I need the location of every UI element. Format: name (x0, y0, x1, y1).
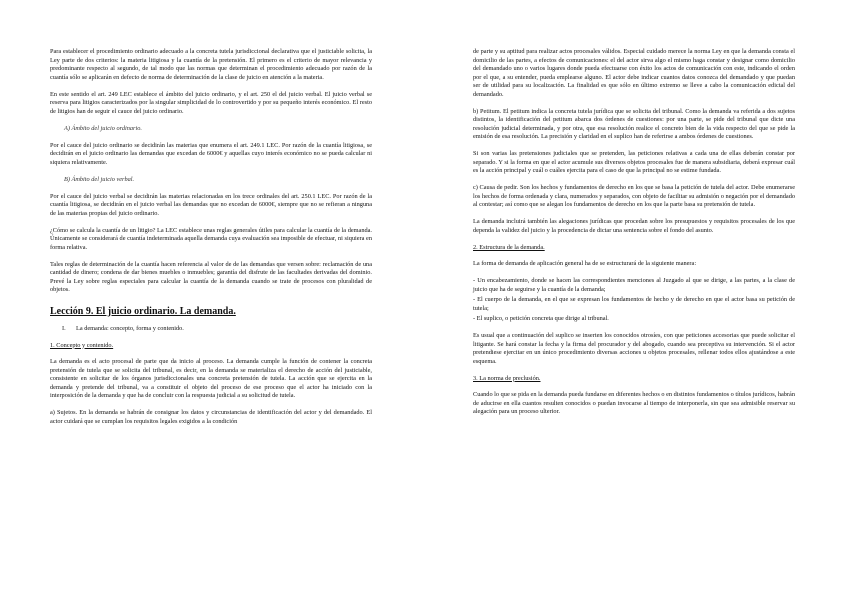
left-column (50, 48, 372, 435)
paragraph: En este sentido el art. 249 LEC establece el ámbito del juicio ordinario, y el art. 250 el del juicio verbal. El juicio verbal se reserva para litigios caracterizados por la singular simplicidad de lo controvertido y por su pequeño interés económico. El resto de litigios han de seguir el cauce del juicio ordinario. (50, 90, 372, 115)
paragraph: de parte y su aptitud para realizar actos procesales válidos. Especial cuidado merece la norma Ley en que la demanda consta el domicilio de las partes, a efectos de comunicaciones: el del actor sirva algo el mismo haga constar y designar como domicilio del demandado uno o varios lugares donde pueda efectuarse con éxito los actos de comunicación con este, indicando el orden por el que, a su entender, pueda emplearse alguno. El actor debe indicar cuantos datos conozca del demandado y que puedan ser de utilidad para su localización. La finalidad es que sólo en último extremo se lleve a cabo la comunicación edictal del demandado. (473, 48, 795, 98)
paragraph: Si son varias las pretensiones judiciales que se pretenden, las peticiones relativas a cada una de ellas deberán constar por separado. Y si la forma en que el actor acumule sus diversos objetos procesales fue de manera subsidiaria, deberá expresar cuál es la acción principal y cuál o cuáles ejercita para el caso de que la principal no se estime fundada. (473, 150, 795, 174)
list-item-text: La demanda: concepto, forma y contenido. (76, 324, 184, 332)
paragraph: Cuando lo que se pida en la demanda pueda fundarse en diferentes hechos o en distintos fundamentos o títulos jurídicos, habrán de aducirse en ella cuantos resulten conocidos o puedan invocarse al tiempo de interponerla, sin que sea admisible reservar su alegación para un proceso ulterior. (473, 391, 795, 415)
paragraph: Por el cauce del juicio ordinario se decidirán las materias que enumera el art. 249.1 LEC. Por razón de la cuantía litigiosa, se decidirán en el juicio ordinario las demandas que excedan de 6000€ y aquellas cuyo interés económico no se pueda calcular ni siquiera relativamente. (50, 141, 372, 166)
section-heading-concept: 1. Concepto y contenido. (50, 341, 114, 349)
paragraph: c) Causa de pedir. Son los hechos y fundamentos de derecho en los que se basa la petición de tutela del actor. Debe enumerarse los hechos de forma ordenada y clara, numerados y separados, con objeto de facilitar su admisión o negación por el demandado al contestar; así como que se alegan los fundamentos de derecho en los que la parte basa su pretensión de tutela. (473, 184, 795, 208)
list-item: - El suplico, o petición concreta que dirige al tribunal. (473, 315, 609, 322)
right-column (473, 48, 795, 425)
section-heading-preclusion: 3. La norma de preclusión. (473, 374, 541, 382)
section-heading-structure: 2. Estructura de la demanda. (473, 243, 545, 251)
lesson-title: Lección 9. El juicio ordinario. La demanda. (50, 305, 236, 317)
paragraph: La demanda es el acto procesal de parte que da inicio al proceso. La demanda cumple la función de contener la concreta pretensión de tutela que se solicita del tribunal, es decir, en la demanda se materializa el derecho de acción del justiciable, consistente en solicitar de los órganos jurisdiccionales una concreta pretensión de tutela. La acción que se ejercita en la demanda y pretende del tribunal, va a constituir el objeto del proceso de ese proceso que el actor ha iniciado con la interposición de la demanda y que ha de concluir con la respuesta judicial a su solicitud de tutela. (50, 358, 372, 399)
list-item: - Un encabezamiento, donde se hacen las correspondientes menciones al Juzgado al que se dirige, a las partes, a la clase de juicio que ha de seguirse y la cuantía de la demanda; (473, 277, 795, 293)
list-item: - El cuerpo de la demanda, en el que se expresan los fundamentos de hecho y de derecho en que el actor basa su petición de tutela; (473, 296, 795, 312)
paragraph: Es usual que a continuación del suplico se inserten los conocidos otrosíes, con que peticiones accesorias que puede solicitar el litigante. Se hará constar la fecha y la firma del procurador y del abogado, cuando sea preceptiva su intervención. Si el actor pretendiese ejercitar en un único procedimiento diversas acciones u objetos procesales, rellenar todos ellos ajustándose a este esquema. (473, 332, 795, 365)
paragraph: a) Sujetos. En la demanda se habrán de consignar los datos y circunstancias de identificación del actor y del demandado. El actor cuidará que se cumplan los requisitos legales exigidos a la condición (50, 409, 372, 425)
paragraph: La forma de demanda de aplicación general ha de se estructurará de la siguiente manera: (473, 260, 697, 267)
paragraph: Tales reglas de determinación de la cuantía hacen referencia al valor de de las demandas que versen sobre: reclamación de una cantidad de dinero; condena de dar bienes muebles o inmuebles; garantía del disfrute de las facultades derivadas del dominio. Prevé la Ley sobre reglas especiales para calcular la cuantía de la demanda cuando se trate de procesos con pluralidad de objetos. (50, 260, 372, 293)
subheading-verbal-scope: B) Ámbito del juicio verbal. (64, 175, 135, 183)
roman-numeral: I. (62, 324, 66, 332)
roman-list-item (62, 325, 372, 334)
paragraph: b) Petitum. El petitum indica la concreta tutela jurídica que se solicita del tribunal. Como la demanda va referida a dos sujetos distintos, la identificación del petitum abarca dos órdenes de cuestiones: por una parte, se pide del tribunal que dicte una resolución judicial determinada, y por otra, que esa resolución realice el concreto bien de la vida respecto del que se pide la emisión de esa resolución. La precisión y claridad en el suplico han de referirse a ambos órdenes de cuestiones. (473, 107, 795, 140)
paragraph: ¿Cómo se calcula la cuantía de un litigio? La LEC establece unas reglas generales útiles para calcular la cuantía de la demanda. Únicamente se considerará de cuantía indeterminada aquella demanda cuya evaluación sea imposible de efectuar, ni siquiera en forma relativa. (50, 226, 372, 251)
subheading-ordinary-scope: A) Ámbito del juicio ordinario. (64, 124, 142, 132)
paragraph: La demanda incluirá también las alegaciones jurídicas que procedan sobre los presupuestos y requisitos procesales de los que dependa la validez del juicio y la procedencia de dictar una sentencia sobre el fondo del asunto. (473, 218, 795, 234)
paragraph: Para establecer el procedimiento ordinario adecuado a la concreta tutela jurisdiccional declarativa que el justiciable solicita, la Ley parte de dos criterios: la materia litigiosa y la cuantía de la pretensión. El primero es el criterio de mayor relevancia y predominante respecto al segundo, de tal modo que las normas que determinan el procedimiento adecuado por razón de la cuantía sólo se aplicarán en defecto de norma de determinación de la clase de juicio en atención a la materia. (50, 48, 372, 81)
paragraph: Por el cauce del juicio verbal se decidirán las materias relacionadas en los trece ordinales del art. 250.1 LEC. Por razón de la cuantía litigiosa, se decidirán en el juicio verbal las demandas que no excedan de 6000€, siempre que no se refieran a ninguna de las materias propias del juicio ordinario. (50, 192, 372, 217)
